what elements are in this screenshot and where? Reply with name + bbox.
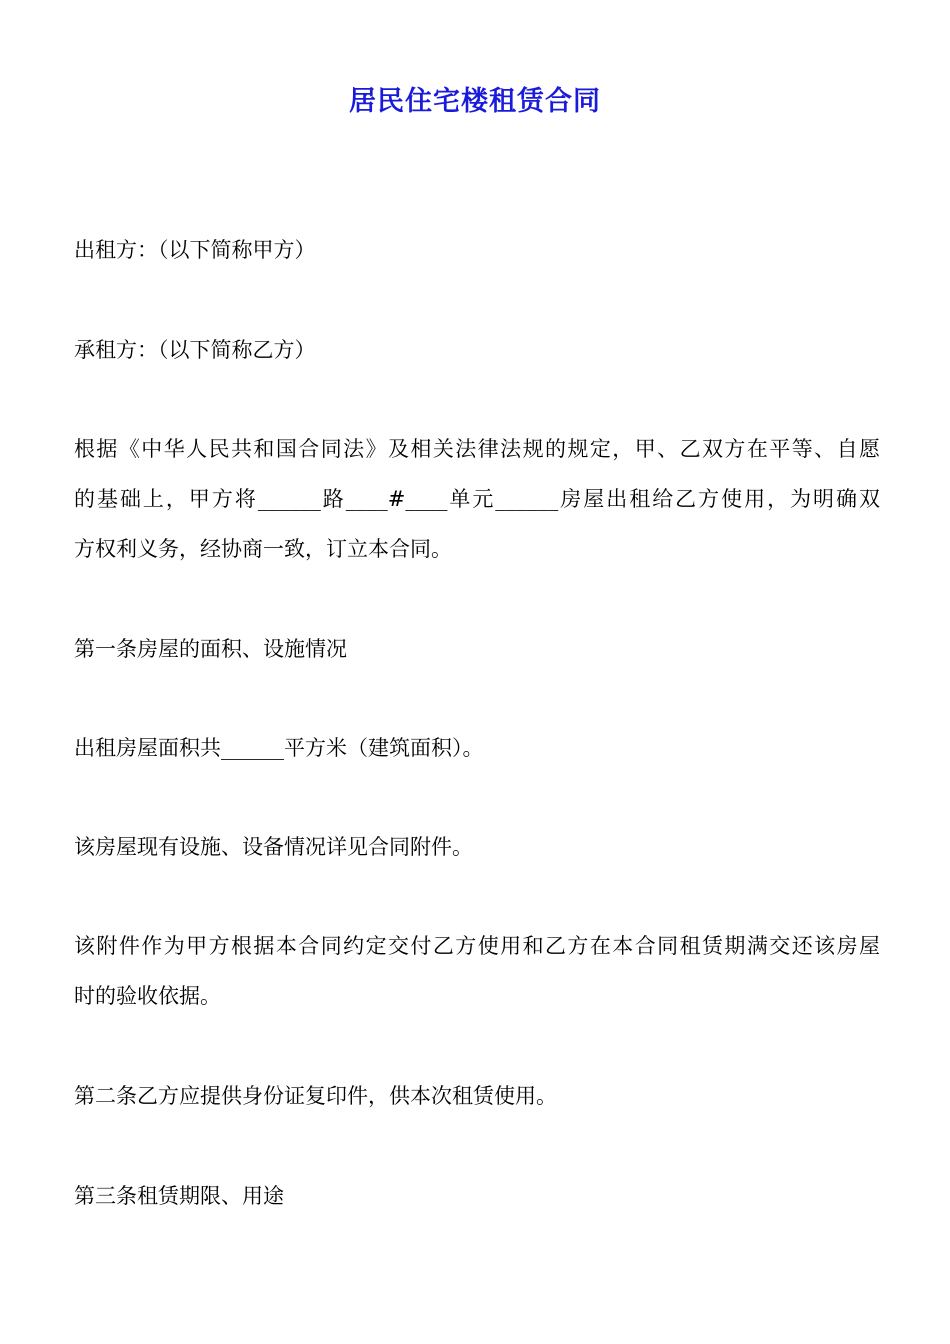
- paragraph-line: 第一条房屋的面积、设施情况: [74, 637, 347, 661]
- paragraph-line: 出租方：（以下简称甲方）: [74, 238, 316, 262]
- paragraph-line: 根据《中华人民共和国合同法》及相关法律法规的规定，甲、乙双方在平等、自愿: [74, 437, 880, 461]
- paragraph-line: 第三条租赁期限、用途: [74, 1184, 284, 1208]
- paragraph-line: 方权利义务，经协商一致，订立本合同。: [74, 537, 452, 561]
- paragraph-line: 该房屋现有设施、设备情况详见合同附件。: [74, 835, 473, 859]
- paragraph-line: 的基础上，甲方将______路____#____单元______房屋出租给乙方使用，为明确双: [74, 487, 880, 511]
- article-2: [74, 1071, 880, 1121]
- paragraph-line: 时的验收依据。: [74, 984, 221, 1008]
- article-3-heading: [74, 1171, 880, 1221]
- paragraph-line: 出租房屋面积共______平方米（建筑面积）。: [74, 736, 484, 760]
- paragraph-line: 承租方：（以下简称乙方）: [74, 338, 316, 362]
- paragraph-lessor: [74, 225, 880, 275]
- article-1-heading: [74, 624, 880, 674]
- paragraph-facilities: [74, 822, 880, 872]
- paragraph-attachment: [74, 921, 880, 1021]
- paragraph-line: 该附件作为甲方根据本合同约定交付乙方使用和乙方在本合同租赁期满交还该房屋: [74, 934, 880, 958]
- paragraph-lessee: [74, 325, 880, 375]
- document-title: 居民住宅楼租赁合同: [349, 86, 601, 117]
- paragraph-line: 第二条乙方应提供身份证复印件，供本次租赁使用。: [74, 1084, 557, 1108]
- paragraph-area: [74, 723, 880, 773]
- paragraph-preamble: [74, 424, 880, 574]
